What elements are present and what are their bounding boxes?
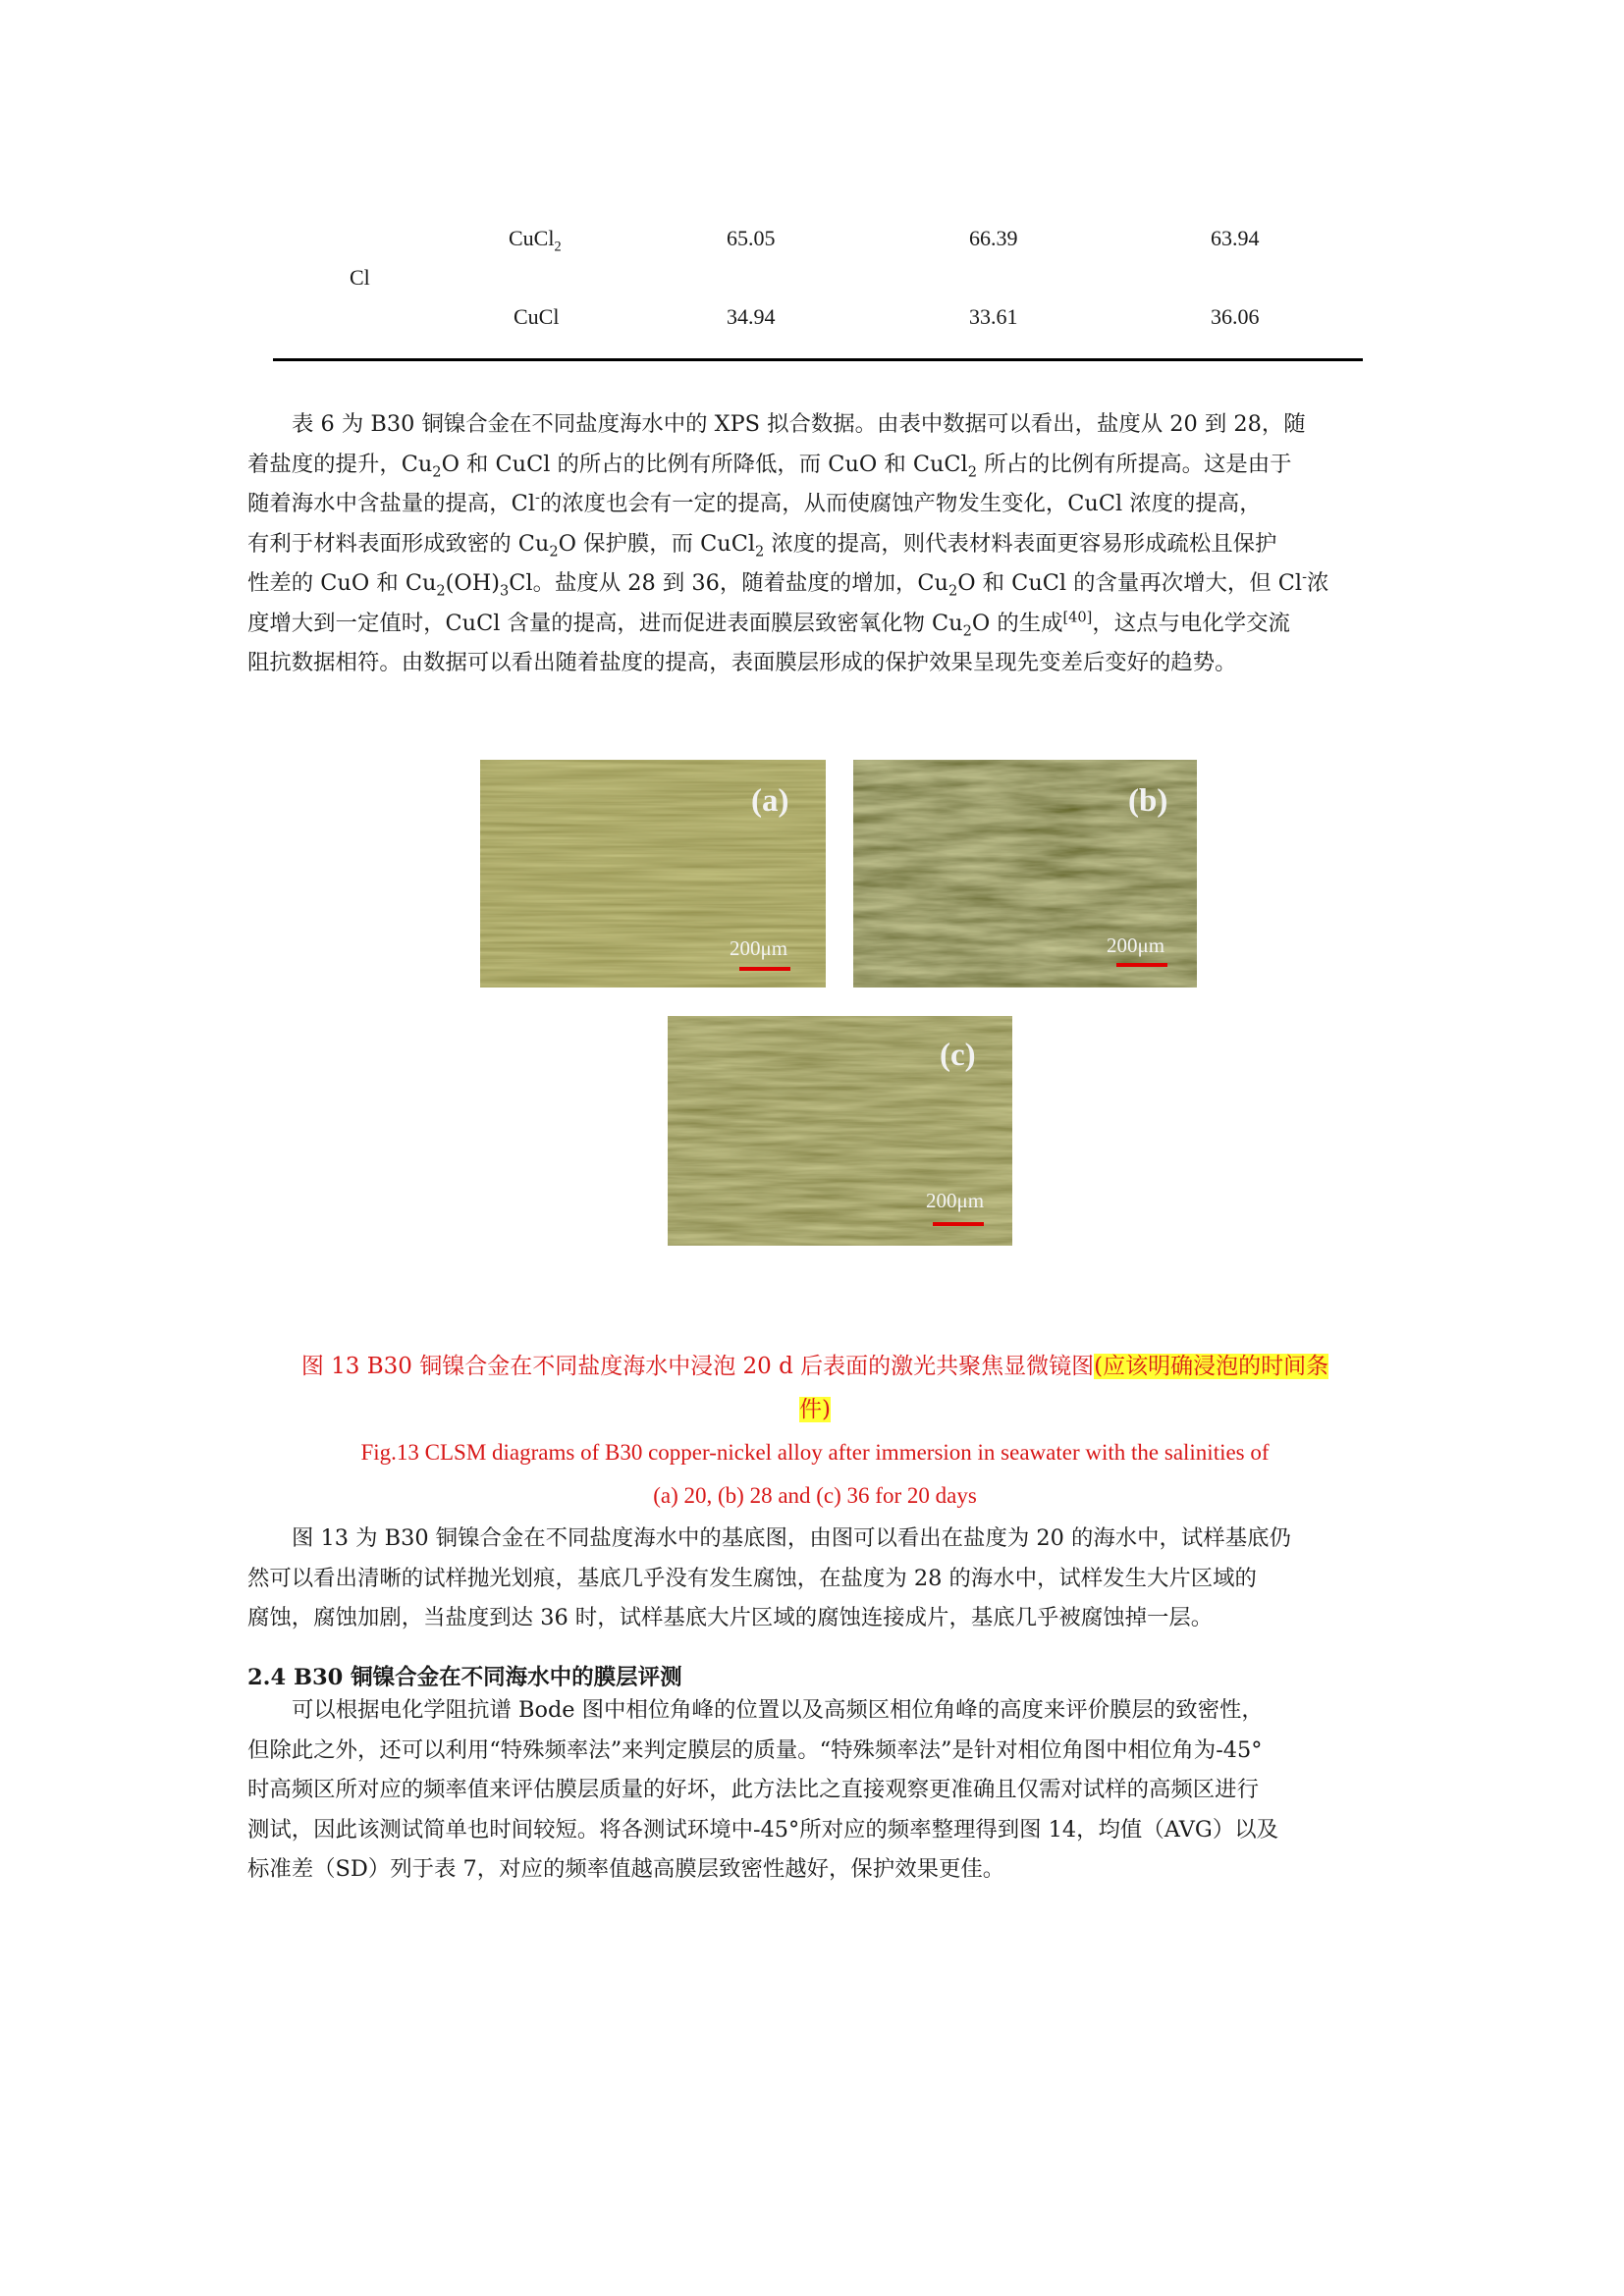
- text-line: 度增大到一定值时，CuCl 含量的提高，进而促进表面膜层致密氧化物 $Cu_2O$ 的生成[40]，这点与电化学交流: [247, 609, 1290, 639]
- table-cell-value: 36.06: [1211, 304, 1260, 329]
- figure-caption-en: [247, 1431, 1382, 1518]
- micrograph-b: [853, 760, 1197, 988]
- scale-bar-a: [739, 967, 790, 971]
- table-cell-value: 33.61: [969, 304, 1018, 329]
- caption-reviewer-note-cont: 件): [799, 1397, 831, 1422]
- table-cell-species: CuCl: [514, 304, 560, 329]
- table-cell-species: CuCl$_2$: [509, 226, 562, 255]
- text-line: 阻抗数据相符。由数据可以看出随着盐度的提高，表面膜层形成的保护效果呈现先变差后变好的趋势。: [247, 650, 1237, 675]
- scale-label-b: 200μm: [1107, 934, 1165, 957]
- text-line: 性差的 CuO 和 $Cu_2(OH)_3Cl$。盐度从 28 到 36，随着盐度的增加，$Cu_2O$ 和 CuCl 的含量再次增大，但 Cl-浓: [247, 568, 1329, 600]
- micrograph-c: [668, 1016, 1012, 1246]
- panel-label-a: (a): [751, 783, 789, 819]
- section-heading: 2.4 B30 铜镍合金在不同海水中的膜层评测: [247, 1665, 682, 1690]
- text-line: 但除此之外，还可以利用“特殊频率法”来判定膜层的质量。“特殊频率法”是针对相位角图中相位角为-45°: [247, 1736, 1263, 1763]
- scale-bar-b: [1116, 963, 1167, 967]
- xps-table-fragment: [273, 206, 1363, 363]
- panel-label-c: (c): [940, 1038, 976, 1073]
- scale-bar-c: [933, 1222, 984, 1226]
- text-line: 图 13 为 B30 铜镍合金在不同盐度海水中的基底图，由图可以看出在盐度为 20 的海水中，试样基底仍: [292, 1525, 1291, 1551]
- text-line: 测试，因此该测试简单也时间较短。将各测试环境中-45°所对应的频率整理得到图 14，均值（AVG）以及: [247, 1816, 1278, 1842]
- figure-caption-cn: [247, 1345, 1382, 1431]
- caption-en-line: (a) 20, (b) 28 and (c) 36 for 20 days: [653, 1483, 977, 1508]
- text-line: 可以根据电化学阻抗谱 Bode 图中相位角峰的位置以及高频区相位角峰的高度来评价膜层的致密性，: [292, 1697, 1264, 1723]
- scale-label-a: 200μm: [730, 936, 788, 960]
- table-group-label: Cl: [350, 265, 370, 290]
- panel-label-b: (b): [1128, 783, 1168, 819]
- text-line: 然可以看出清晰的试样抛光划痕，基底几乎没有发生腐蚀，在盐度为 28 的海水中，试样发生大片区域的: [247, 1565, 1257, 1591]
- paragraph-substrate-discussion: [247, 1519, 1382, 1638]
- text-line: 有利于材料表面形成致密的 $Cu_2O$ 保护膜，而 CuCl$_2$ 浓度的提高，则代表材料表面更容易形成疏松且保护: [247, 530, 1277, 560]
- paragraph-film-evaluation: [247, 1690, 1382, 1890]
- text-line: 标准差（SD）列于表 7，对应的频率值越高膜层致密性越好，保护效果更佳。: [247, 1856, 1005, 1882]
- text-line: 着盐度的提升，$Cu_2O$ 和 CuCl 的所占的比例有所降低，而 CuO 和 CuCl$_2$ 所占的比例有所提高。这是由于: [247, 451, 1292, 480]
- paragraph-xps-discussion: [247, 404, 1382, 683]
- text-line: 表 6 为 B30 铜镍合金在不同盐度海水中的 XPS 拟合数据。由表中数据可以看出，盐度从 20 到 28，随: [292, 411, 1306, 437]
- table-cell-value: 63.94: [1211, 226, 1260, 250]
- text-line: 随着海水中含盐量的提高，Cl-的浓度也会有一定的提高，从而使腐蚀产物发生变化，CuCl 浓度的提高，: [247, 489, 1262, 516]
- micrograph-a: [480, 760, 826, 988]
- table-cell-value: 65.05: [727, 226, 776, 250]
- table-cell-value: 66.39: [969, 226, 1018, 250]
- text-line: 腐蚀，腐蚀加剧，当盐度到达 36 时，试样基底大片区域的腐蚀连接成片，基底几乎被腐蚀掉一层。: [247, 1605, 1214, 1630]
- caption-reviewer-note: (应该明确浸泡的时间条: [1094, 1354, 1329, 1379]
- caption-en-line: Fig.13 CLSM diagrams of B30 copper-nickel alloy after immersion in seawater with the salinities of: [360, 1440, 1270, 1465]
- caption-cn-text: 图 13 B30 铜镍合金在不同盐度海水中浸泡 20 d 后表面的激光共聚焦显微镜图: [300, 1354, 1095, 1379]
- text-line: 时高频区所对应的频率值来评估膜层质量的好坏，此方法比之直接观察更准确且仅需对试样的高频区进行: [247, 1777, 1259, 1802]
- table-bottom-rule: [273, 358, 1363, 361]
- table-cell-value: 34.94: [727, 304, 776, 329]
- scale-label-c: 200μm: [926, 1189, 985, 1212]
